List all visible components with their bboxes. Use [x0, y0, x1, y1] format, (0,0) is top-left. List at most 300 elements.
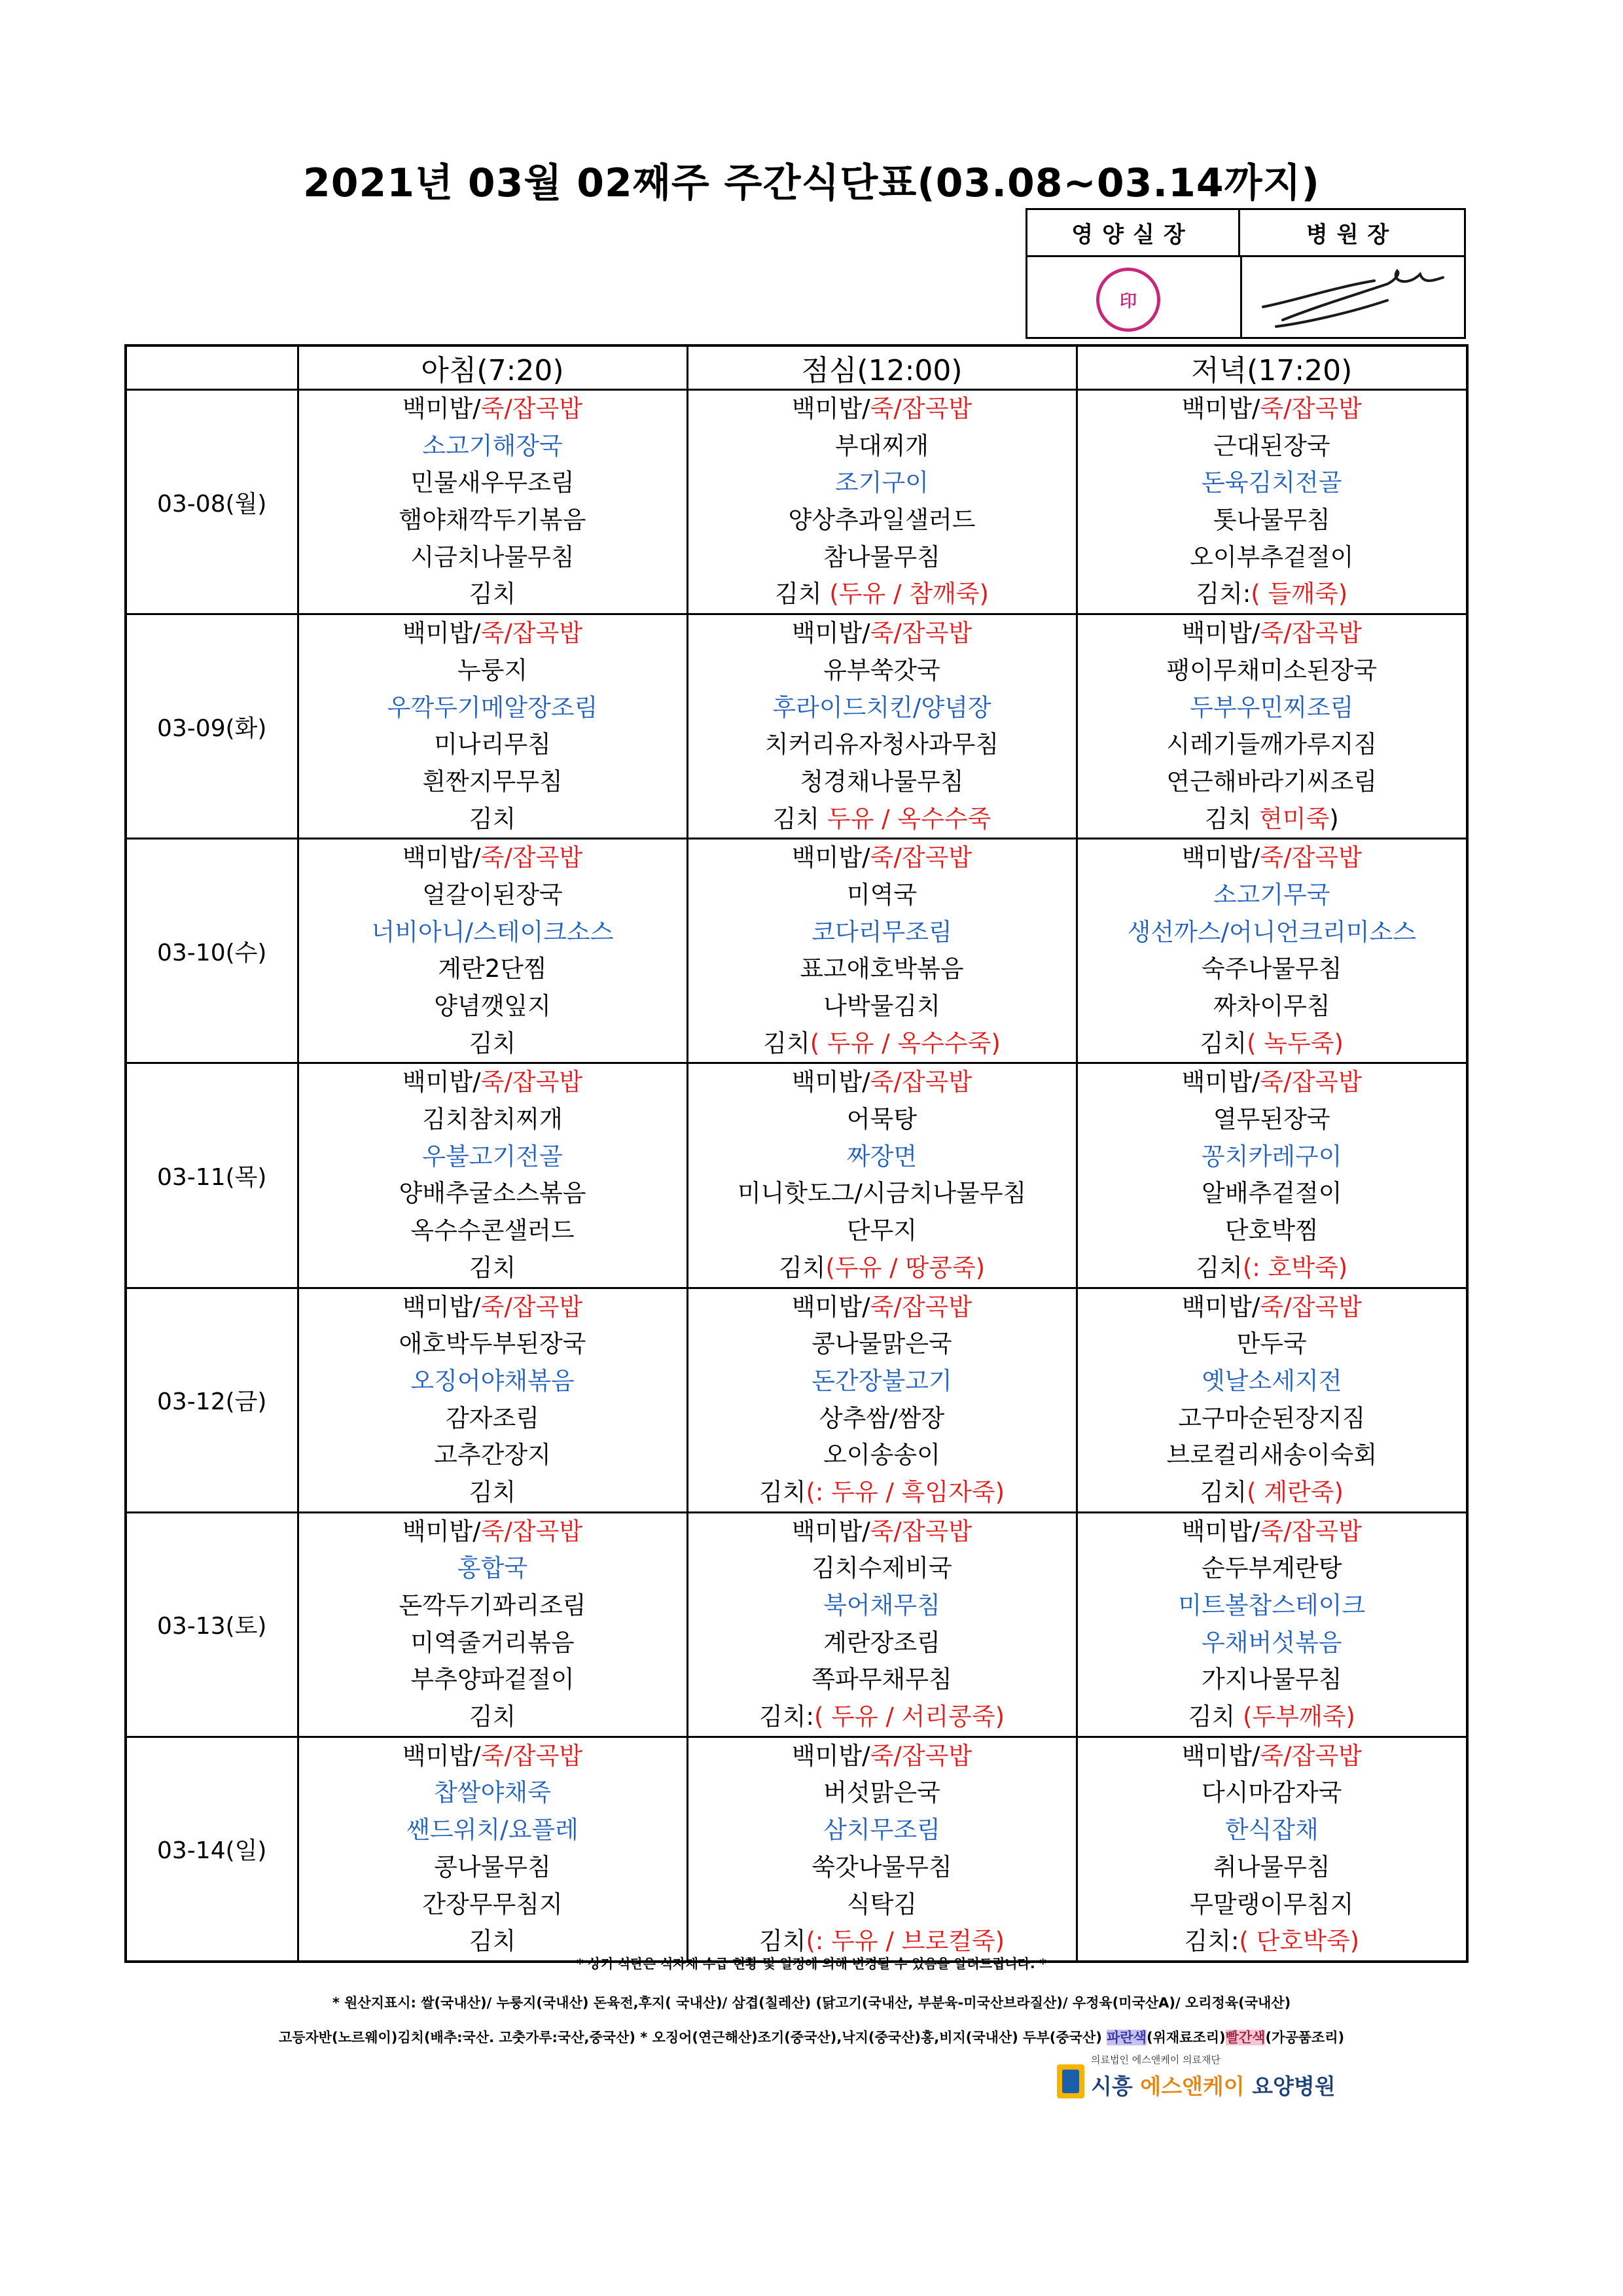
menu-item — [1078, 465, 1467, 502]
menu-item-text: 톳나물무침 — [1213, 506, 1330, 535]
menu-item-text: 백미밥/ — [1181, 1517, 1260, 1545]
menu-item — [1078, 1661, 1467, 1699]
menu-item-text: 죽/잡곡밥 — [870, 1068, 972, 1097]
menu-item — [688, 1775, 1076, 1812]
menu-item — [688, 391, 1076, 428]
menu-item-text: 미나리무침 — [434, 730, 551, 759]
menu-item — [688, 1587, 1076, 1625]
menu-item-text: 흰짠지무무침 — [422, 767, 563, 796]
menu-item-text: 북어채무침 — [823, 1591, 940, 1619]
menu-item — [299, 1625, 687, 1662]
menu-item-text: 죽/잡곡밥 — [870, 619, 972, 648]
menu-item — [299, 1064, 687, 1101]
breakfast-cell — [298, 614, 687, 839]
menu-item-text: 김치 — [1200, 1029, 1247, 1057]
menu-item-text: 민물새우무조림 — [410, 468, 575, 497]
menu-item-text: ( 두유 / 서리콩죽) — [813, 1703, 1005, 1731]
menu-item-text: 죽/잡곡밥 — [1260, 1741, 1362, 1770]
menu-item — [1078, 1400, 1467, 1438]
day-row — [126, 839, 1467, 1063]
header-breakfast: 아침(7:20) — [298, 345, 687, 390]
menu-item-text: 생선까스/어니언크리미소스 — [1127, 917, 1416, 946]
menu-item-text: 김치참치찌개 — [422, 1105, 563, 1134]
menu-item — [299, 1812, 687, 1849]
menu-item — [1078, 764, 1467, 801]
menu-item-text: 숙주나물무침 — [1202, 955, 1342, 983]
menu-item — [1078, 1550, 1467, 1587]
menu-item — [299, 1550, 687, 1587]
menu-item-text: 백미밥/ — [402, 1292, 481, 1321]
dinner-cell — [1077, 1737, 1467, 1962]
menu-item-text: 우깍두기메알장조림 — [387, 693, 598, 722]
menu-item-text: 표고애호박볶음 — [800, 955, 964, 983]
menu-item-text: 홍합국 — [457, 1554, 528, 1583]
day-row — [126, 390, 1467, 614]
menu-item — [1078, 1625, 1467, 1662]
menu-item-text: 현미죽 — [1259, 804, 1330, 833]
menu-item — [688, 877, 1076, 914]
menu-item-text: 백미밥/ — [791, 1068, 870, 1097]
menu-item-text: 콩나물맑은국 — [812, 1330, 952, 1358]
menu-item-text: 쑥갓나물무침 — [812, 1852, 952, 1881]
lunch-cell — [687, 390, 1077, 614]
menu-item-text: 양념깻잎지 — [434, 992, 551, 1020]
menu-item — [1078, 690, 1467, 727]
menu-item — [688, 465, 1076, 502]
menu-item-text: 김치수제비국 — [812, 1554, 952, 1583]
menu-item — [688, 1250, 1076, 1287]
menu-item — [299, 726, 687, 764]
menu-item-text: 죽/잡곡밥 — [480, 843, 583, 872]
director-signature — [1257, 261, 1453, 333]
menu-item — [1078, 1849, 1467, 1886]
menu-item-text: 김치 — [1188, 1703, 1243, 1731]
red-legend: 빨간색 — [1225, 2030, 1266, 2045]
lunch-cell — [687, 614, 1077, 839]
menu-item-text: 쌘드위치/요플레 — [406, 1816, 579, 1845]
dinner-cell — [1077, 1288, 1467, 1512]
menu-item — [1078, 1812, 1467, 1849]
menu-item — [299, 877, 687, 914]
menu-item-text: 백미밥/ — [791, 395, 870, 423]
menu-item-text: 죽/잡곡밥 — [480, 1068, 583, 1097]
menu-item-text: 다시마감자국 — [1202, 1778, 1342, 1807]
menu-item-text: 상추쌈/쌈장 — [819, 1404, 945, 1432]
menu-item — [299, 839, 687, 877]
menu-item-text: 백미밥/ — [1181, 1741, 1260, 1770]
menu-item — [688, 1437, 1076, 1474]
menu-item — [1078, 951, 1467, 988]
menu-item-text: 죽/잡곡밥 — [870, 1741, 972, 1770]
menu-item-text: 죽/잡곡밥 — [1260, 1292, 1362, 1321]
menu-item-text: 백미밥/ — [402, 619, 481, 648]
menu-item — [688, 1064, 1076, 1101]
menu-item-text: 취나물무침 — [1213, 1852, 1330, 1881]
menu-item-text: 김치 — [469, 804, 516, 833]
header-row — [126, 345, 1467, 390]
menu-item-text: 김치 — [758, 1927, 806, 1956]
menu-item-text: 나박물김치 — [823, 992, 940, 1020]
menu-item — [299, 539, 687, 576]
menu-item — [299, 1250, 687, 1287]
menu-item — [299, 1437, 687, 1474]
menu-item-text: (: 두유 / 브로컬죽) — [806, 1927, 1005, 1956]
menu-item-text: (: 호박죽) — [1242, 1253, 1348, 1282]
menu-item — [1078, 726, 1467, 764]
menu-item-text: 시금치나물무침 — [410, 542, 575, 571]
menu-item — [1078, 502, 1467, 539]
menu-item-text: 미니핫도그/시금치나물무침 — [737, 1179, 1027, 1208]
menu-item — [1078, 1289, 1467, 1326]
menu-item-text: 죽/잡곡밥 — [480, 619, 583, 648]
menu-item-text: 미트볼찹스테이크 — [1178, 1591, 1366, 1619]
seal-stamp: 印 — [1096, 268, 1160, 332]
menu-item-text: 김치 — [469, 580, 516, 609]
menu-item — [688, 615, 1076, 652]
menu-item-text: 단무지 — [846, 1216, 918, 1245]
menu-item — [1078, 1363, 1467, 1400]
approval-box — [1026, 208, 1466, 339]
menu-item — [299, 1289, 687, 1326]
menu-item-text: 오이부추겉절이 — [1190, 542, 1354, 571]
menu-item-text: 알배추겉절이 — [1202, 1179, 1342, 1208]
red-legend-desc: (가공품조리) — [1265, 2030, 1345, 2045]
menu-item-text: 돈육김치전골 — [1202, 468, 1342, 497]
menu-item-text: 얼갈이된장국 — [422, 880, 563, 909]
menu-item-text: 근대된장국 — [1213, 431, 1330, 460]
menu-item-text: (: 두유 / 흑임자죽) — [806, 1477, 1005, 1506]
menu-item — [688, 1175, 1076, 1212]
menu-item-text: 미역줄거리볶음 — [410, 1628, 575, 1657]
menu-item — [1078, 1025, 1467, 1063]
menu-item-text: 오징어야채볶음 — [410, 1366, 575, 1395]
menu-item-text: 고구마순된장지짐 — [1178, 1404, 1366, 1432]
header-day — [126, 345, 298, 390]
menu-item-text: 오이송송이 — [823, 1441, 940, 1470]
breakfast-cell — [298, 1288, 687, 1512]
menu-item-text: 버섯맑은국 — [823, 1778, 940, 1807]
menu-item-text: 죽/잡곡밥 — [870, 843, 972, 872]
menu-item-text: 참나물무침 — [823, 542, 940, 571]
day-label: 03-14(일) — [126, 1737, 298, 1962]
menu-item-text: 만두국 — [1236, 1330, 1307, 1358]
menu-item-text: 백미밥/ — [402, 1068, 481, 1097]
menu-item-text: 코다리무조림 — [812, 917, 952, 946]
menu-item — [688, 502, 1076, 539]
menu-item-text: 김치 — [469, 1253, 516, 1282]
day-label: 03-10(수) — [126, 839, 298, 1063]
approval-nutrition-chief-label: 영양실장 — [1027, 210, 1240, 257]
menu-item — [299, 615, 687, 652]
menu-item-text: 간장무무침지 — [422, 1890, 563, 1918]
menu-item-text: 죽/잡곡밥 — [870, 1292, 972, 1321]
menu-item — [688, 690, 1076, 727]
day-row — [126, 1063, 1467, 1288]
menu-item — [688, 1139, 1076, 1176]
day-label: 03-11(목) — [126, 1063, 298, 1288]
menu-item — [688, 1661, 1076, 1699]
menu-item-text: 열무된장국 — [1213, 1105, 1330, 1134]
menu-item — [1078, 1212, 1467, 1250]
menu-item — [688, 1738, 1076, 1775]
menu-item — [1078, 1437, 1467, 1474]
menu-item — [299, 1886, 687, 1924]
menu-item — [1078, 1738, 1467, 1775]
day-row — [126, 614, 1467, 839]
menu-item-text: 연근해바라기씨조림 — [1166, 767, 1378, 796]
menu-item-text: 백미밥/ — [1181, 395, 1260, 423]
menu-item — [299, 465, 687, 502]
lunch-cell — [687, 1063, 1077, 1288]
approval-divider — [1240, 257, 1242, 337]
day-label: 03-08(월) — [126, 390, 298, 614]
menu-item-text: 죽/잡곡밥 — [870, 1517, 972, 1545]
menu-item — [688, 539, 1076, 576]
menu-item-text: 백미밥/ — [402, 1741, 481, 1770]
menu-item — [688, 1474, 1076, 1511]
menu-item-text: 쪽파무채무침 — [812, 1665, 952, 1694]
menu-item-text: 김치 — [758, 1477, 806, 1506]
origin-line-2 — [0, 2027, 1623, 2047]
logo-mark-icon — [1057, 2064, 1084, 2098]
menu-item-text: 어묵탕 — [846, 1105, 918, 1134]
menu-item — [688, 801, 1076, 838]
menu-item — [299, 652, 687, 690]
menu-item — [1078, 1175, 1467, 1212]
menu-item — [688, 428, 1076, 465]
menu-item-text: 백미밥/ — [791, 1517, 870, 1545]
menu-item-text: 김치 — [775, 580, 830, 609]
lunch-cell — [687, 839, 1077, 1063]
menu-item-text: 찹쌀야채죽 — [434, 1778, 551, 1807]
menu-item-text: 김치 — [763, 1029, 810, 1057]
menu-item — [299, 1849, 687, 1886]
lunch-cell — [687, 1512, 1077, 1737]
menu-item — [299, 690, 687, 727]
menu-item-text: 백미밥/ — [1181, 1068, 1260, 1097]
menu-item-text: 순두부계란탕 — [1202, 1554, 1342, 1583]
menu-item — [1078, 1513, 1467, 1551]
menu-item-text: 백미밥/ — [402, 843, 481, 872]
menu-item-text: 햄야채깍두기볶음 — [399, 506, 586, 535]
menu-item — [299, 1025, 687, 1063]
menu-item — [688, 1212, 1076, 1250]
menu-item — [688, 1699, 1076, 1736]
menu-item-text: 죽/잡곡밥 — [480, 1292, 583, 1321]
header-dinner: 저녁(17:20) — [1077, 345, 1467, 390]
menu-item-text: 삼치무조림 — [823, 1816, 940, 1845]
menu-item-text: 계란2단찜 — [438, 955, 547, 983]
breakfast-cell — [298, 1512, 687, 1737]
menu-item — [688, 764, 1076, 801]
menu-item — [688, 914, 1076, 951]
breakfast-cell — [298, 1063, 687, 1288]
dinner-cell — [1077, 390, 1467, 614]
menu-item-text: 미역국 — [846, 880, 918, 909]
menu-item — [1078, 539, 1467, 576]
menu-item-text: 옛날소세지전 — [1202, 1366, 1342, 1395]
origin-line-1: * 원산지표시: 쌀(국내산)/ 누룽지(국내산) 돈육전,후지( 국내산)/ 삼겹(칠레산) (닭고기(국내산, 부분육-미국산브라질산)/ 우정육(미국산A)/ 오리정육(국내산) — [332, 1995, 1291, 2011]
menu-item — [1078, 576, 1467, 613]
menu-item — [299, 764, 687, 801]
menu-item-text: 김치 — [772, 804, 827, 833]
menu-item-text: 후라이드치킨/양념장 — [772, 693, 991, 722]
menu-item-text: 죽/잡곡밥 — [1260, 1068, 1362, 1097]
menu-item — [299, 428, 687, 465]
menu-item-text: 청경채나물무침 — [800, 767, 964, 796]
approval-director-label: 병원장 — [1240, 210, 1464, 257]
menu-item — [688, 1849, 1076, 1886]
menu-item — [688, 1101, 1076, 1139]
menu-item-text: 꽁치카레구이 — [1202, 1142, 1342, 1171]
menu-item-text: 팽이무채미소된장국 — [1166, 656, 1378, 684]
blue-legend: 파란색 — [1107, 2030, 1147, 2045]
menu-item-text: 백미밥/ — [791, 619, 870, 648]
menu-item-text: 죽/잡곡밥 — [480, 1517, 583, 1545]
menu-item-text: 백미밥/ — [791, 1292, 870, 1321]
menu-item — [299, 1175, 687, 1212]
menu-item-text: 백미밥/ — [791, 843, 870, 872]
menu-item-text: 김치: — [1196, 580, 1251, 609]
menu-item — [1078, 615, 1467, 652]
menu-item — [688, 1886, 1076, 1924]
menu-item-text: 치커리유자청사과무침 — [764, 730, 999, 759]
menu-item — [688, 988, 1076, 1025]
menu-item-text: ( 녹두죽) — [1247, 1029, 1344, 1057]
menu-item — [299, 801, 687, 838]
menu-item-text: 죽/잡곡밥 — [1260, 1517, 1362, 1545]
menu-item — [299, 502, 687, 539]
menu-item-text: 무말랭이무침지 — [1190, 1890, 1354, 1918]
menu-item — [688, 1363, 1076, 1400]
menu-item-text: 김치 — [469, 1029, 516, 1057]
menu-item-text: 짜차이무침 — [1213, 992, 1330, 1020]
menu-item — [688, 1025, 1076, 1063]
menu-item — [1078, 1139, 1467, 1176]
menu-item-text: 고추간장지 — [434, 1441, 551, 1470]
menu-item-text: 김치 — [469, 1477, 516, 1506]
menu-item — [299, 1400, 687, 1438]
menu-item-text: 시레기들깨가루지짐 — [1166, 730, 1378, 759]
menu-item-text: 유부쑥갓국 — [823, 656, 940, 684]
menu-item — [299, 1474, 687, 1511]
menu-item — [688, 1550, 1076, 1587]
menu-item-text: 죽/잡곡밥 — [870, 395, 972, 423]
menu-item — [299, 1513, 687, 1551]
menu-item — [1078, 1699, 1467, 1736]
menu-item-text: 우불고기전골 — [422, 1142, 563, 1171]
menu-item — [1078, 1250, 1467, 1287]
menu-item-text: 두유 / 옥수수죽 — [827, 804, 991, 833]
menu-item — [688, 951, 1076, 988]
menu-item-text: 죽/잡곡밥 — [1260, 395, 1362, 423]
day-label: 03-13(토) — [126, 1512, 298, 1737]
menu-item-text: (두유 / 참깨죽) — [829, 580, 989, 609]
menu-item — [299, 391, 687, 428]
menu-item-text: 김치 — [1196, 1253, 1243, 1282]
menu-item-text: 브로컬리새송이숙회 — [1166, 1441, 1378, 1470]
menu-item-text: 양배추굴소스볶음 — [399, 1179, 586, 1208]
breakfast-cell — [298, 839, 687, 1063]
menu-item — [688, 1400, 1076, 1438]
menu-item-text: 계란장조림 — [823, 1628, 940, 1657]
menu-item — [1078, 877, 1467, 914]
menu-item — [1078, 839, 1467, 877]
menu-item-text: 양상추과일샐러드 — [788, 506, 976, 535]
menu-item-text: 김치: — [758, 1703, 814, 1731]
menu-item-text: 백미밥/ — [1181, 843, 1260, 872]
menu-item — [1078, 801, 1467, 838]
menu-item-text: (두유 / 땅콩죽) — [825, 1253, 986, 1282]
menu-item — [299, 1212, 687, 1250]
menu-item-text: 두부우민찌조림 — [1190, 693, 1354, 722]
day-label: 03-12(금) — [126, 1288, 298, 1512]
menu-item — [1078, 1886, 1467, 1924]
dinner-cell — [1077, 614, 1467, 839]
hospital-logo — [1057, 2051, 1336, 2104]
menu-item-text: 너비아니/스테이크소스 — [371, 917, 614, 946]
menu-item-text: 돈간장불고기 — [812, 1366, 952, 1395]
menu-item-text: 백미밥/ — [402, 395, 481, 423]
lunch-cell — [687, 1288, 1077, 1512]
menu-item-text: 옥수수콘샐러드 — [410, 1216, 575, 1245]
menu-item-text: ( 계란죽) — [1247, 1477, 1344, 1506]
menu-item-text: 조기구이 — [835, 468, 929, 497]
menu-item — [688, 576, 1076, 613]
menu-item — [299, 1661, 687, 1699]
dinner-cell — [1077, 839, 1467, 1063]
menu-item-text: 우채버섯볶음 — [1202, 1628, 1342, 1657]
menu-item — [299, 988, 687, 1025]
menu-item — [1078, 1587, 1467, 1625]
logo-name: 시흥 에스앤케이 요양병원 — [1091, 2074, 1336, 2099]
logo-foundation: 의료법인 에스앤케이 의료재단 — [1091, 2054, 1221, 2066]
menu-item-text: 짜장면 — [846, 1142, 918, 1171]
menu-item-text: ) — [1329, 804, 1339, 833]
menu-item-text: ( 단호박죽) — [1239, 1927, 1360, 1956]
menu-item-text: 감자조림 — [446, 1404, 539, 1432]
meal-table — [124, 344, 1469, 1963]
menu-item — [688, 839, 1076, 877]
menu-item — [1078, 1775, 1467, 1812]
menu-item-text: 누룽지 — [457, 656, 528, 684]
header-lunch: 점심(12:00) — [687, 345, 1077, 390]
menu-item-text: 부추양파겉절이 — [410, 1665, 575, 1694]
day-row — [126, 1288, 1467, 1512]
blue-legend-desc: (위재료조리) — [1146, 2030, 1226, 2045]
menu-item — [1078, 391, 1467, 428]
dinner-cell — [1077, 1512, 1467, 1737]
menu-item-text: 김치 — [1204, 804, 1260, 833]
menu-item-text: (두부깨죽) — [1242, 1703, 1355, 1731]
menu-item — [1078, 428, 1467, 465]
breakfast-cell — [298, 1737, 687, 1962]
menu-item-text: 백미밥/ — [791, 1741, 870, 1770]
menu-item — [688, 652, 1076, 690]
menu-item — [299, 576, 687, 613]
menu-item — [688, 726, 1076, 764]
menu-item — [1078, 1326, 1467, 1363]
breakfast-cell — [298, 390, 687, 614]
menu-item — [688, 1812, 1076, 1849]
menu-item — [1078, 1474, 1467, 1511]
dinner-cell — [1077, 1063, 1467, 1288]
menu-item-text: 김치 — [469, 1703, 516, 1731]
menu-item — [299, 1587, 687, 1625]
notice-text: * 상기 식단은 식자재 수급 현황 및 일정에 의해 변경될 수 있음을 알려드립니다. * — [577, 1956, 1046, 1971]
menu-item — [1078, 988, 1467, 1025]
menu-item — [1078, 1101, 1467, 1139]
